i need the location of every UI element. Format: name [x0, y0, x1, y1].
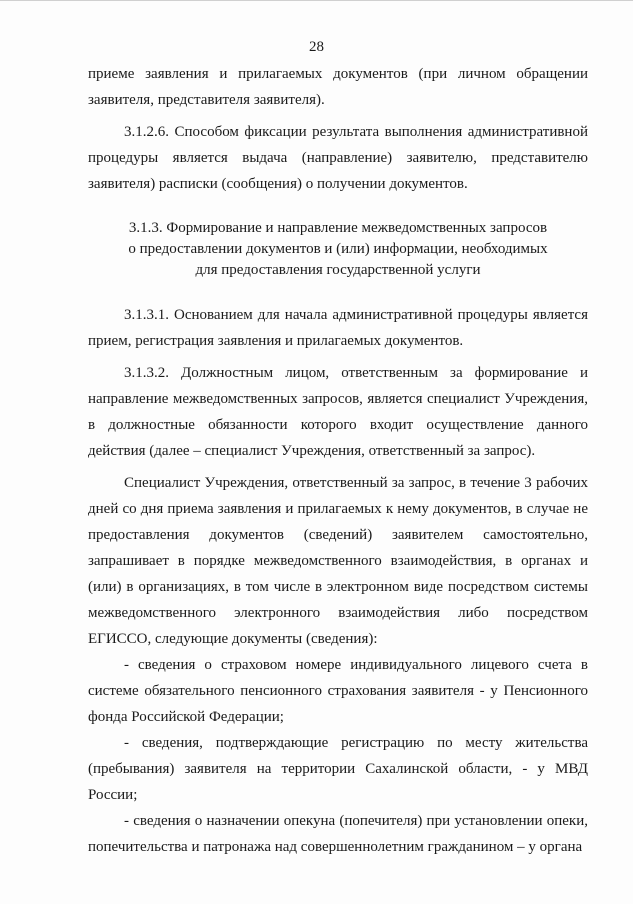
list-item-pension-fund: - сведения о страховом номере индивидуального лицевого счета в системе обязательного пенсионного страхования заявителя - у Пенсионного фонда Российской Федерации;: [88, 657, 588, 725]
paragraph-specialist-request: Специалист Учреждения, ответственный за запрос, в течение 3 рабочих дней со дня приема заявления и прилагаемых к нему документов, в случае не предоставления документов (сведений) заявителем самостоятельно, запрашивает в порядке межведомственного взаимодействия, в органах и (или) в организациях, в том числе в электронном виде посредством системы межведомственного электронного взаимодействия либо посредством ЕГИССО, следующие документы (сведения):: [88, 475, 588, 647]
section-heading-3-1-3: [88, 218, 588, 281]
paragraph-continuation: приеме заявления и прилагаемых документов (при личном обращении заявителя, представителя заявителя).: [88, 66, 588, 108]
heading-line-3: для предоставления государственной услуги: [195, 262, 481, 278]
heading-line-2: о предоставлении документов и (или) информации, необходимых: [128, 241, 548, 257]
heading-line-1: 3.1.3. Формирование и направление межведомственных запросов: [128, 220, 548, 236]
list-item-mvd: - сведения, подтверждающие регистрацию по месту жительства (пребывания) заявителя на территории Сахалинской области, - у МВД России;: [88, 735, 588, 803]
paragraph-3-1-2-6: 3.1.2.6. Способом фиксации результата выполнения административной процедуры является выдача (направление) заявителю, представителю заявителя) расписки (сообщения) о получении документов.: [88, 124, 588, 192]
list-item-guardianship: - сведения о назначении опекуна (попечителя) при установлении опеки, попечительства и патронажа над совершеннолетним гражданином – у органа: [88, 813, 588, 855]
paragraph-3-1-3-2: 3.1.3.2. Должностным лицом, ответственным за формирование и направление межведомственных запросов, является специалист Учреждения, в должностные обязанности которого входит осуществление данного действия (далее – специалист Учреждения, ответственный за запрос).: [88, 365, 588, 459]
document-body: [88, 61, 588, 860]
page-number: 28: [309, 39, 324, 55]
top-edge-line: [0, 0, 633, 1]
paragraph-3-1-3-1: 3.1.3.1. Основанием для начала административной процедуры является прием, регистрация заявления и прилагаемых документов.: [88, 307, 588, 349]
